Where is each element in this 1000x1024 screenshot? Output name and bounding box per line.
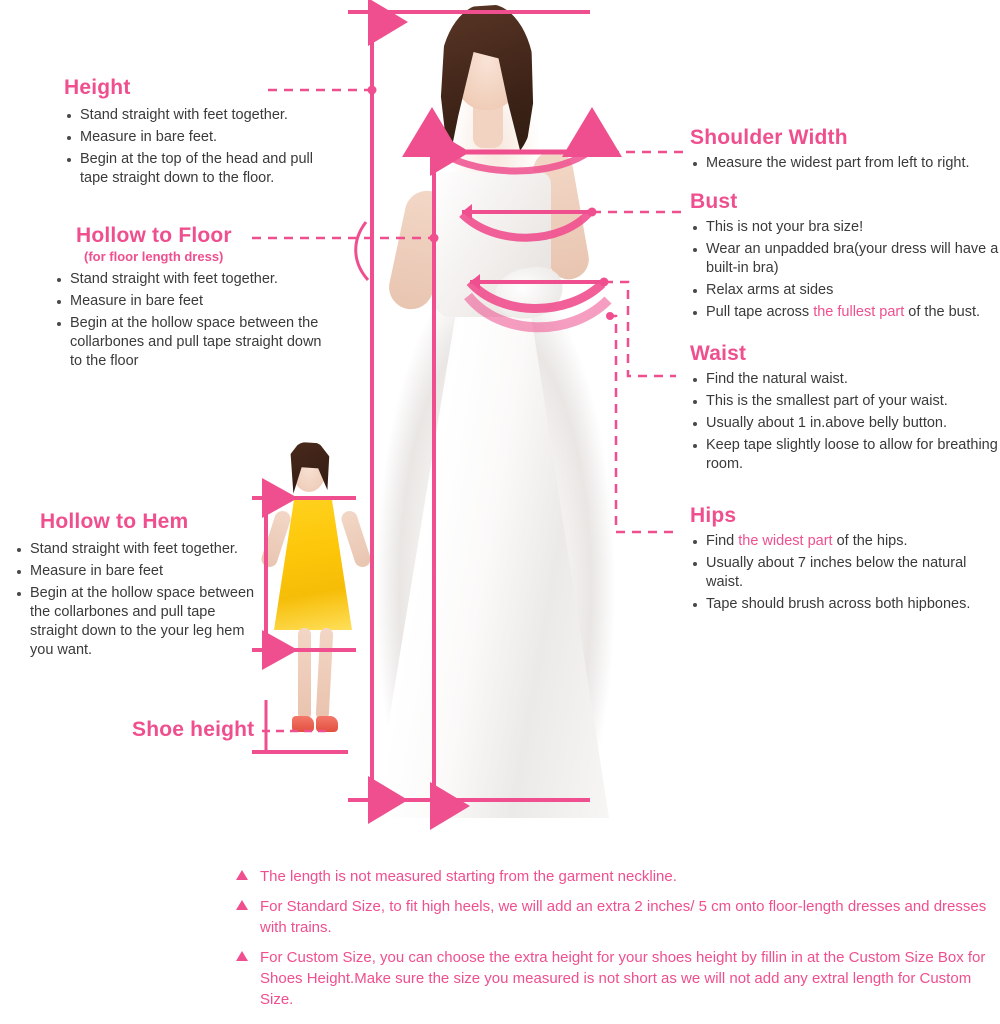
list-item: Begin at the top of the head and pull tape straight down to the floor. bbox=[64, 150, 334, 188]
list-item: Begin at the hollow space between the collarbones and pull tape straight down to the floor bbox=[54, 314, 330, 371]
shoe-height-title: Shoe height bbox=[132, 718, 255, 741]
bust-items bbox=[690, 218, 1000, 322]
bust-title: Bust bbox=[690, 190, 738, 213]
mini-left-shoe bbox=[292, 716, 314, 732]
short-dress-photo bbox=[262, 440, 372, 750]
list-item: Measure in bare feet. bbox=[64, 128, 334, 147]
list-item: Measure the widest part from left to right. bbox=[690, 154, 1000, 173]
mini-right-leg bbox=[316, 628, 334, 721]
bust-highlight: the fullest part bbox=[813, 304, 905, 320]
hips-pre: Find bbox=[706, 533, 739, 549]
bust-pre: Pull tape across bbox=[706, 304, 814, 320]
bride-photo bbox=[355, 0, 625, 818]
hollow-to-floor-subtitle: (for floor length dress) bbox=[84, 249, 224, 264]
note-item bbox=[236, 896, 996, 938]
waist-title: Waist bbox=[690, 342, 747, 365]
list-item: This is the smallest part of your waist. bbox=[690, 392, 1000, 411]
list-item: Usually about 1 in.above belly button. bbox=[690, 414, 1000, 433]
bust-post: of the bust. bbox=[904, 304, 981, 320]
list-item: Measure in bare feet bbox=[54, 292, 330, 311]
list-item: Stand straight with feet together. bbox=[64, 106, 334, 125]
note-text: For Custom Size, you can choose the extra height for your shoes height by fillin in at the Custom Size Box for Shoes Height.Make sure the size you measured is not short as we will not add any extral length for Custom Size. bbox=[260, 949, 986, 1008]
mini-left-leg bbox=[298, 628, 311, 720]
note-text: For Standard Size, to fit high heels, we will add an extra 2 inches/ 5 cm onto floor-length dresses and dresses with trains. bbox=[260, 898, 987, 936]
list-item: This is not your bra size! bbox=[690, 218, 1000, 237]
note-text: The length is not measured starting from the garment neckline. bbox=[260, 868, 677, 885]
height-title: Height bbox=[64, 76, 131, 99]
waist-items bbox=[690, 370, 1000, 474]
hollow-to-hem-title: Hollow to Hem bbox=[40, 510, 189, 533]
height-section bbox=[64, 76, 334, 191]
list-item: Stand straight with feet together. bbox=[14, 540, 264, 559]
hips-highlight: the widest part bbox=[738, 533, 833, 549]
hollow-to-hem-items bbox=[14, 540, 264, 660]
bust-section bbox=[690, 190, 1000, 325]
note-item bbox=[236, 947, 996, 1010]
mini-right-shoe bbox=[316, 716, 338, 732]
list-item-hips-widest bbox=[690, 532, 1000, 551]
warning-triangle-icon bbox=[236, 951, 248, 961]
list-item: Begin at the hollow space between the collarbones and pull tape straight down to the your leg hem you want. bbox=[14, 584, 264, 660]
hollow-to-floor-title: Hollow to Floor bbox=[76, 224, 232, 247]
list-item: Find the natural waist. bbox=[690, 370, 1000, 389]
list-item-bust-fullest bbox=[690, 303, 1000, 322]
hollow-to-floor-items bbox=[42, 270, 330, 371]
hips-section bbox=[690, 504, 1000, 617]
list-item: Stand straight with feet together. bbox=[54, 270, 330, 289]
hollow-to-hem-section bbox=[14, 510, 264, 663]
warning-triangle-icon bbox=[236, 870, 248, 880]
note-item bbox=[236, 866, 996, 887]
list-item: Relax arms at sides bbox=[690, 281, 1000, 300]
shoulder-width-title: Shoulder Width bbox=[690, 126, 848, 149]
mini-right-arm bbox=[339, 509, 372, 569]
hips-post: of the hips. bbox=[832, 533, 908, 549]
list-item: Tape should brush across both hipbones. bbox=[690, 595, 1000, 614]
list-item: Usually about 7 inches below the natural waist. bbox=[690, 554, 1000, 592]
hips-title: Hips bbox=[690, 504, 737, 527]
shoulder-width-section bbox=[690, 126, 1000, 176]
height-items bbox=[64, 106, 334, 188]
list-item: Keep tape slightly loose to allow for breathing room. bbox=[690, 436, 1000, 474]
shoe-height-section bbox=[132, 718, 254, 742]
footer-notes bbox=[236, 866, 996, 1019]
waist-section bbox=[690, 342, 1000, 477]
list-item: Wear an unpadded bra(your dress will have a built-in bra) bbox=[690, 240, 1000, 278]
list-item: Measure in bare feet bbox=[14, 562, 264, 581]
hollow-to-floor-section bbox=[42, 224, 330, 374]
shoulder-width-items bbox=[690, 154, 1000, 173]
warning-triangle-icon bbox=[236, 900, 248, 910]
hips-items bbox=[690, 532, 1000, 614]
